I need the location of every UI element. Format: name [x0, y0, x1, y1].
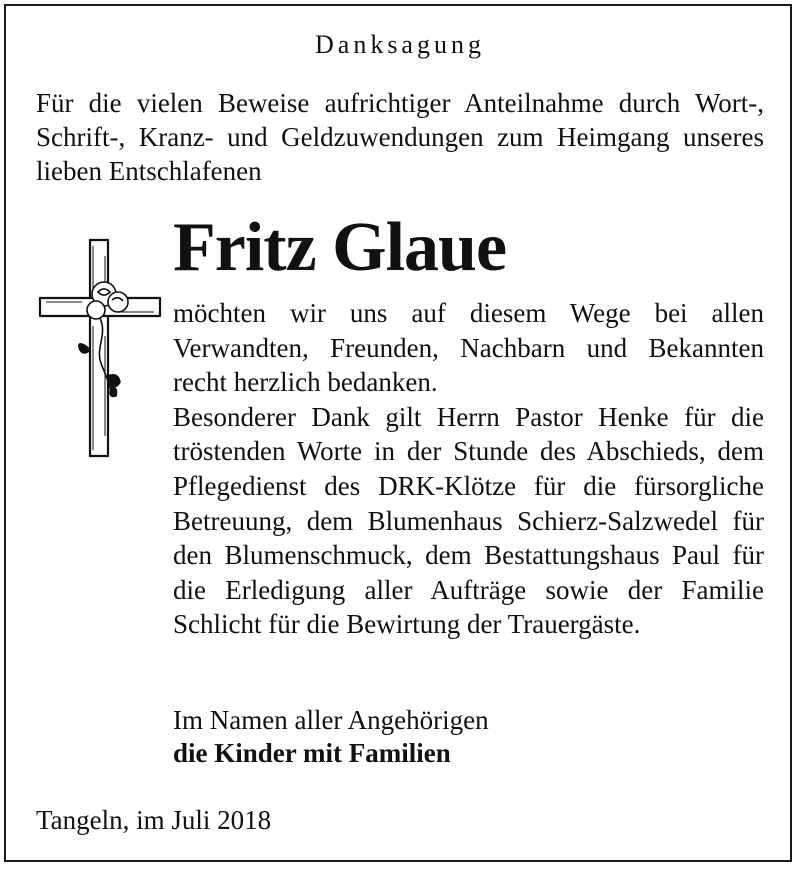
signature: die Kinder mit Familien [173, 738, 451, 768]
closing-line: Im Namen aller Angehörigen [173, 705, 489, 735]
notice-heading: Danksagung [315, 30, 485, 59]
closing-block [173, 704, 489, 770]
place-and-date: Tangeln, im Juli 2018 [36, 805, 272, 835]
cross-with-roses-icon [38, 236, 164, 460]
intro-paragraph: Für die vielen Beweise aufrichtiger Anteilnahme durch Wort-, Schrift-, Kranz- und Geldzuwendungen zum Heimgang unseres lieben Entschlafenen [36, 88, 764, 186]
special-thanks-paragraph: Besonderer Dank gilt Herrn Pastor Henke für die tröstenden Worte in der Stunde des Abschieds, dem Pflegedienst des DRK-Klötze für die fürsorgliche Betreuung, dem Blumenhaus Schierz-Salzwedel für den Blumenschmuck, dem Bestattungshaus Paul für die Erledigung aller Aufträge sowie der Familie Schlicht für die Bewirtung der Trauergäste. [173, 401, 764, 640]
deceased-name: Fritz Glaue [173, 209, 507, 286]
thanks-body [173, 296, 764, 642]
thanks-paragraph: möchten wir uns auf diesem Wege bei allen Verwandten, Freunden, Nachbarn und Bekannten recht herzlich bedanken. [173, 298, 764, 398]
